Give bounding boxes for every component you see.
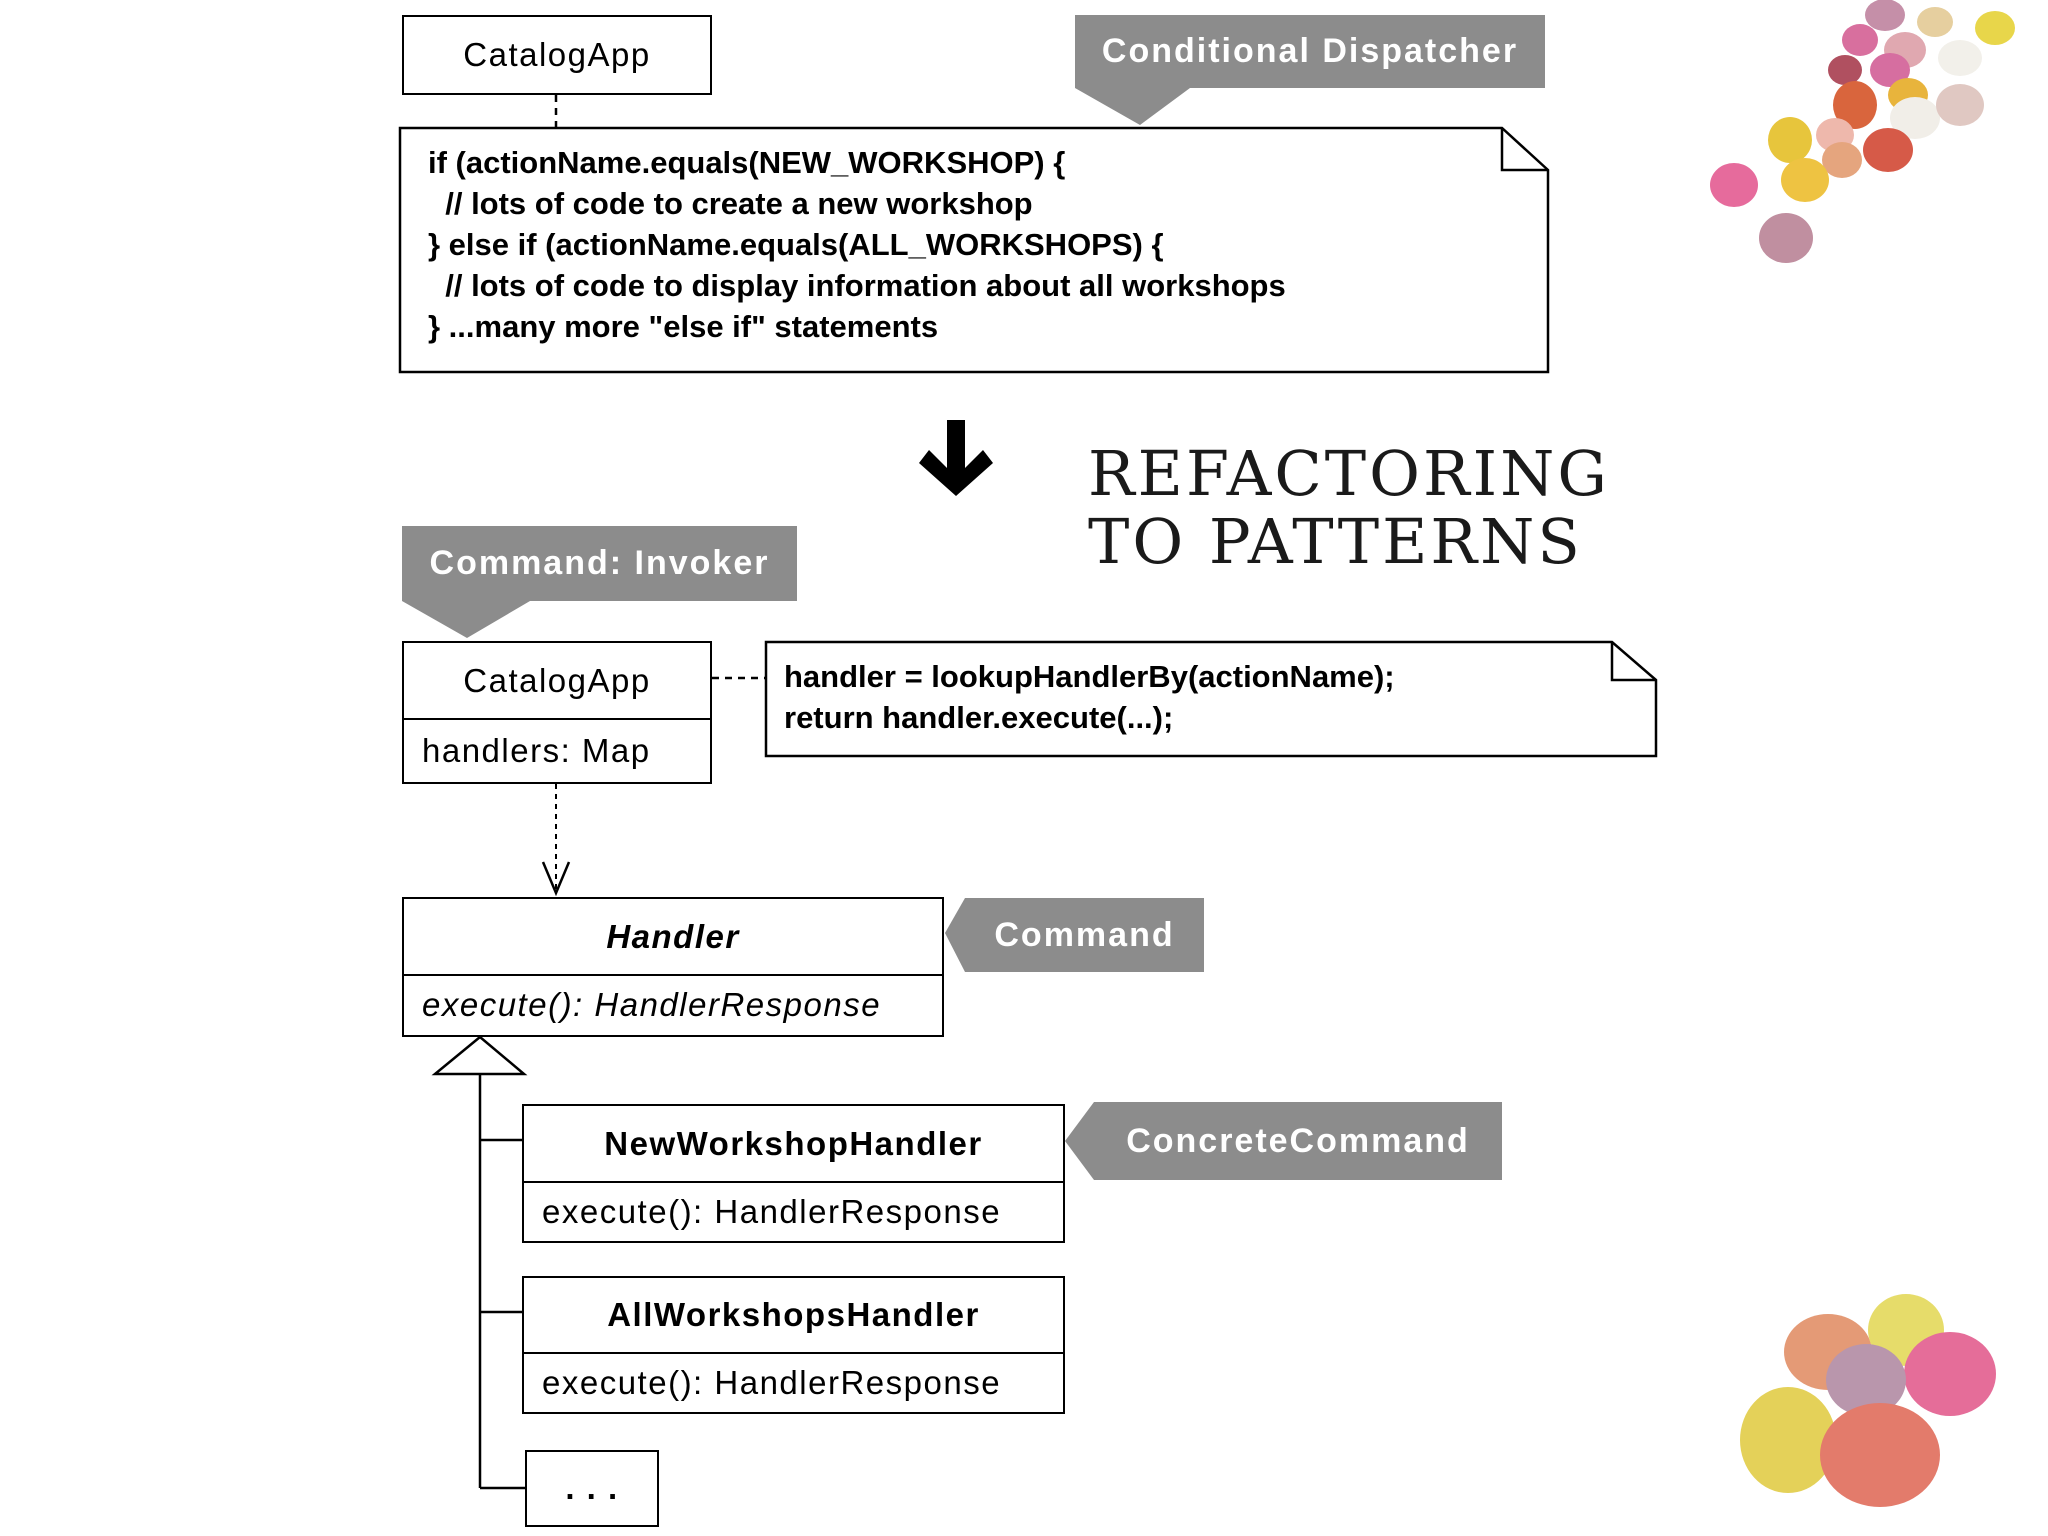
class-name: CatalogApp [463,35,651,73]
class-all-workshops-handler [522,1276,1065,1414]
book-logo-line-2: TO PATTERNS [1088,505,1583,578]
class-new-workshop-handler [522,1104,1065,1243]
note-conditional-code: if (actionName.equals(NEW_WORKSHOP) { // lots of code to create a new workshop } else if (actionName.equals(ALL_WORKSHOPS) { // lots of code to display information about all workshops } ...many more "else if" statements [428,145,1286,344]
class-field: handlers: Map [404,718,710,781]
class-more-handlers [525,1450,659,1527]
class-name: Handler [606,917,740,955]
candy-eggs-bottom-image [1740,1294,1996,1507]
class-method: execute(): HandlerResponse [524,1181,1063,1240]
class-name: NewWorkshopHandler [604,1124,983,1162]
note-invoker-code: handler = lookupHandlerBy(actionName); return handler.execute(...); [784,659,1395,735]
candy-eggs-top-image [1710,0,2015,263]
class-name: AllWorkshopsHandler [607,1296,980,1333]
tag-command-invoker: Command: Invoker [429,544,770,582]
class-method: execute(): HandlerResponse [524,1352,1063,1411]
class-catalogapp-invoker [402,641,712,784]
class-handler [402,897,944,1037]
transform-arrow-icon [919,420,993,496]
tag-conditional-dispatcher: Conditional Dispatcher [1101,32,1519,70]
class-catalogapp-dispatcher [402,15,712,95]
book-logo [1068,410,1608,600]
class-method: execute(): HandlerResponse [404,974,942,1034]
book-logo-line-1: REFACTORING [1088,437,1610,510]
class-name: CatalogApp [463,661,651,699]
inheritance-triangle [435,1037,524,1074]
tag-concrete-command: ConcreteCommand [1126,1121,1470,1160]
ellipsis-label: . . . [565,1469,619,1506]
tag-command: Command [994,915,1175,954]
